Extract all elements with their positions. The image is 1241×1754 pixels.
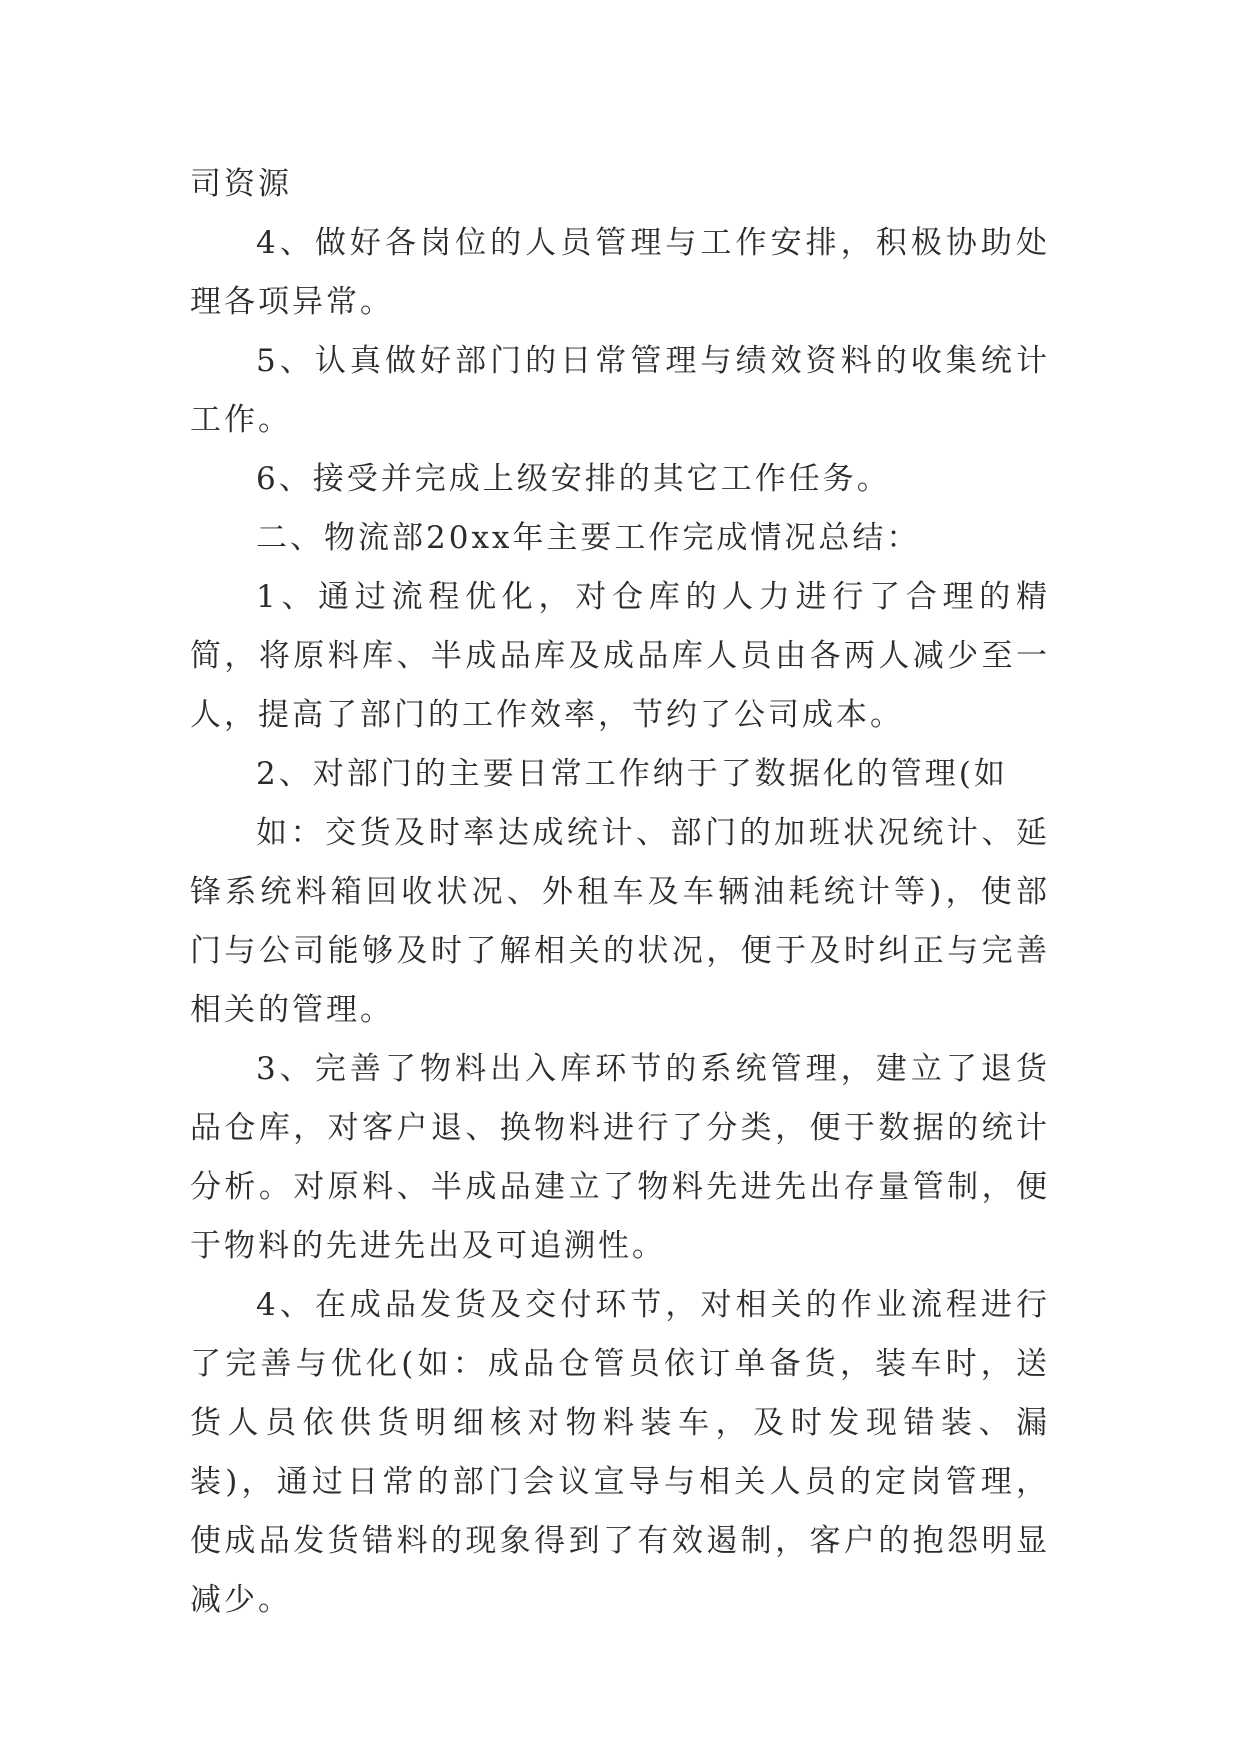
paragraph-item-6: 6、接受并完成上级安排的其它工作任务。 bbox=[256, 461, 891, 497]
paragraph-item-4: 4、做好各岗位的人员管理与工作安排，积极协助处理各项异常。 bbox=[190, 225, 1050, 320]
document-body bbox=[190, 155, 1050, 1630]
paragraph-summary-1: 1、通过流程优化，对仓库的人力进行了合理的精简，将原料库、半成品库及成品库人员由各两人减少至一人，提高了部门的工作效率，节约了公司成本。 bbox=[190, 579, 1050, 733]
section-heading-summary: 二、物流部20xx年主要工作完成情况总结： bbox=[256, 520, 921, 556]
paragraph-item-5: 5、认真做好部门的日常管理与绩效资料的收集统计工作。 bbox=[190, 343, 1050, 438]
paragraph-summary-2-continued: 如：交货及时率达成统计、部门的加班状况统计、延锋系统料箱回收状况、外租车及车辆油耗统计等)，使部门与公司能够及时了解相关的状况，便于及时纠正与完善相关的管理。 bbox=[190, 815, 1050, 1028]
paragraph-summary-4: 4、在成品发货及交付环节，对相关的作业流程进行了完善与优化(如：成品仓管员依订单备货，装车时，送货人员依供货明细核对物料装车，及时发现错装、漏装)，通过日常的部门会议宣导与相关人员的定岗管理，使成品发货错料的现象得到了有效遏制，客户的抱怨明显减少。 bbox=[190, 1287, 1050, 1618]
paragraph-summary-2: 2、对部门的主要日常工作纳于了数据化的管理(如 bbox=[256, 756, 1008, 792]
paragraph-summary-3: 3、完善了物料出入库环节的系统管理，建立了退货品仓库，对客户退、换物料进行了分类，便于数据的统计分析。对原料、半成品建立了物料先进先出存量管制，便于物料的先进先出及可追溯性。 bbox=[190, 1051, 1050, 1264]
paragraph-continuation: 司资源 bbox=[190, 166, 292, 202]
